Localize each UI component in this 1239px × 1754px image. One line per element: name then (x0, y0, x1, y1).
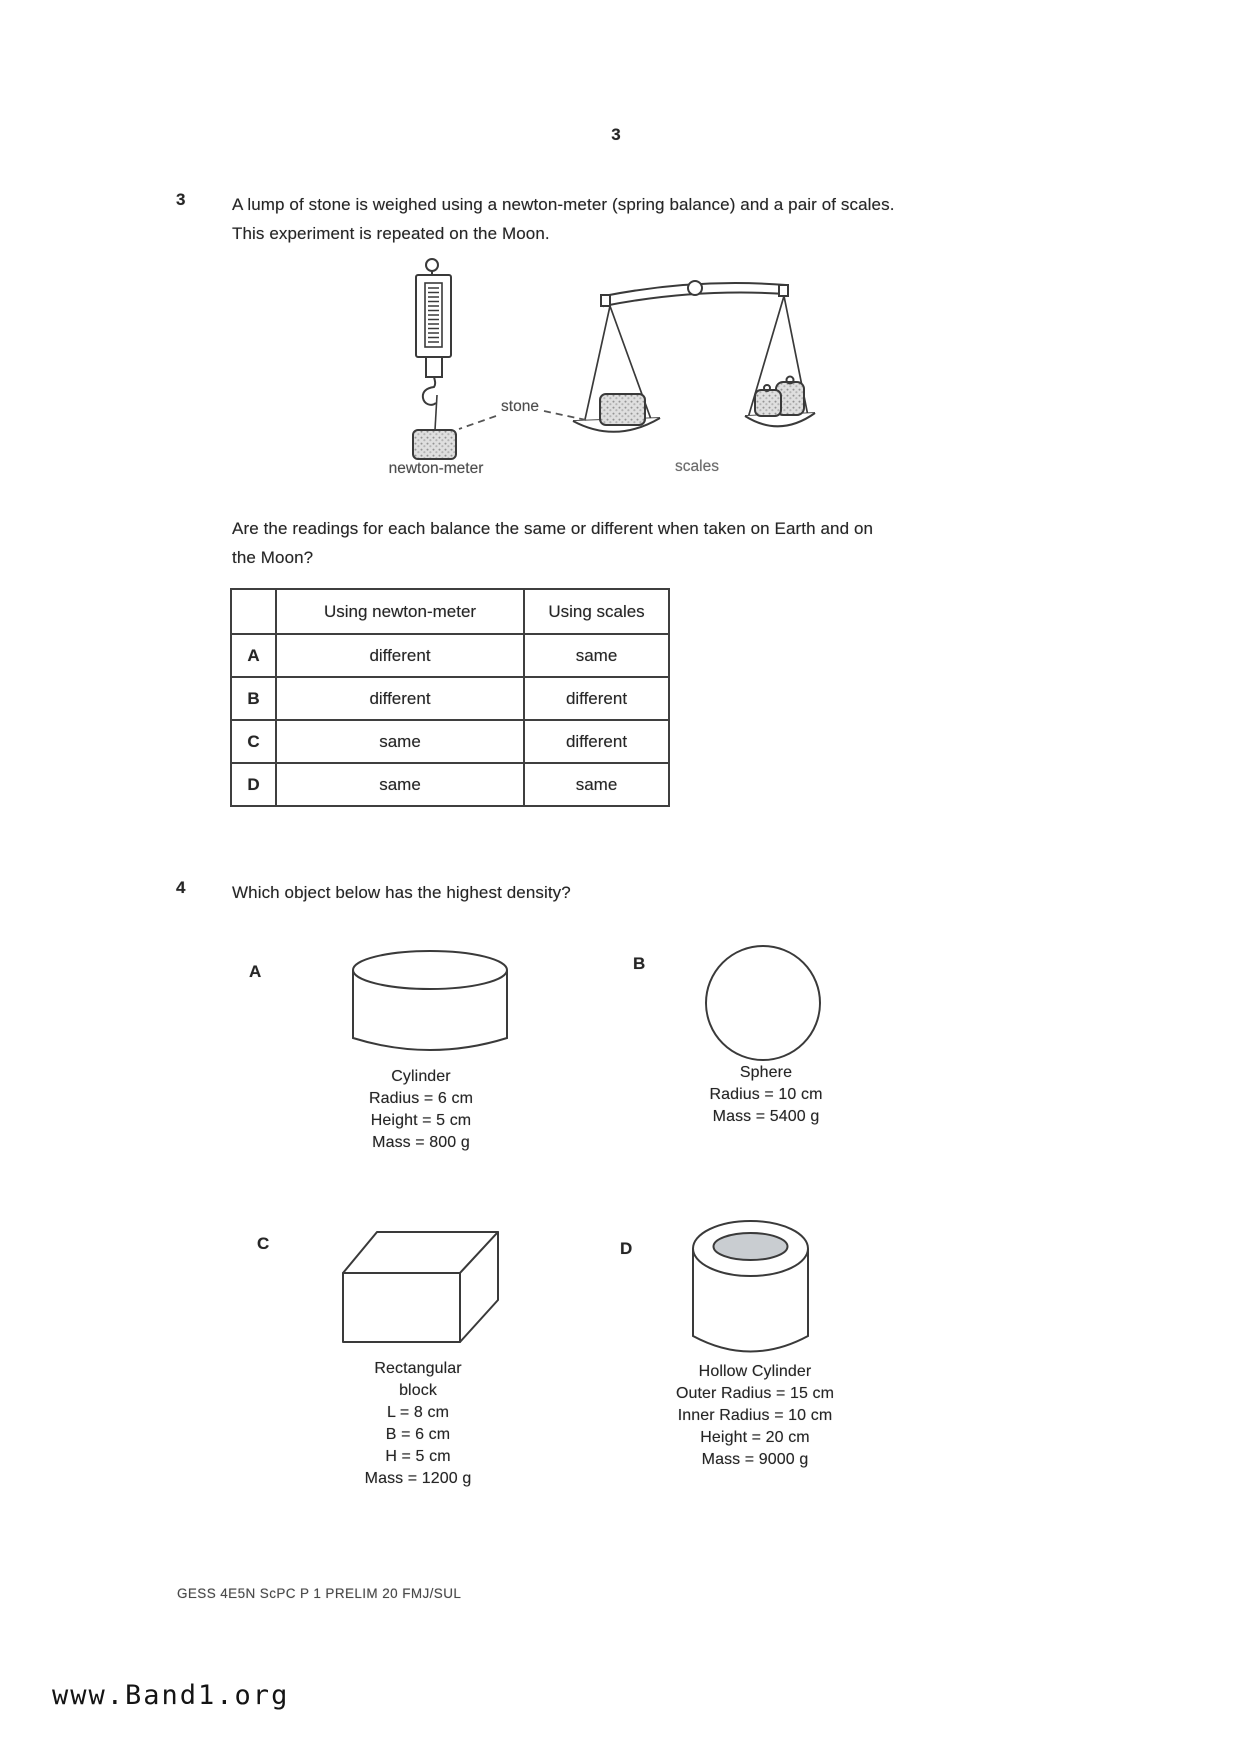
option-a-letter: A (249, 962, 262, 981)
option-b-caption (646, 1062, 886, 1128)
option-letter-cell: B (231, 677, 276, 720)
option-a-caption (301, 1066, 541, 1154)
spring-scale-neck (426, 357, 442, 377)
newton-meter-label: newton-meter (388, 460, 484, 477)
option-d-caption (635, 1361, 875, 1471)
caption-line: block (399, 1382, 437, 1399)
caption-line: Sphere (739, 1064, 793, 1081)
caption-line: Height = 20 cm (700, 1429, 810, 1446)
scales-cell: same (524, 634, 669, 677)
option-letter-cell: A (231, 634, 276, 677)
question-3-intro-line-1: A lump of stone is weighed using a newton-meter (spring balance) and a pair of scales. (232, 195, 895, 214)
caption-line: Inner Radius = 10 cm (677, 1407, 833, 1424)
table-row (231, 677, 669, 720)
caption-line: B = 6 cm (385, 1426, 451, 1443)
page-number: 3 (611, 125, 621, 144)
caption-line: Mass = 1200 g (364, 1470, 472, 1487)
table-row (231, 763, 669, 806)
caption-line: Hollow Cylinder (698, 1363, 812, 1380)
answer-table (230, 588, 670, 807)
spring-scale-body (416, 275, 451, 357)
table-header-row (231, 589, 669, 634)
spring-scale-top-ring (426, 259, 438, 271)
newton-meter-drawing (413, 259, 456, 459)
newton-meter-cell: different (276, 634, 524, 677)
question-4-text: Which object below has the highest density? (232, 883, 571, 902)
question-4-number: 4 (176, 878, 186, 897)
readings-question-line-1: Are the readings for each balance the same or different when taken on Earth and on (232, 519, 874, 538)
balance-diagram (360, 232, 830, 467)
option-c-letter: C (257, 1234, 270, 1253)
caption-line: Rectangular (374, 1360, 462, 1377)
caption-line: H = 5 cm (385, 1448, 451, 1465)
caption-line: L = 8 cm (386, 1404, 449, 1421)
readings-question-line-2: the Moon? (232, 548, 314, 567)
caption-line: Mass = 5400 g (712, 1108, 820, 1125)
beam-pivot-ring (688, 281, 702, 295)
table-header-scales: Using scales (524, 589, 669, 634)
caption-line: Mass = 9000 g (701, 1451, 809, 1468)
stone-on-newton-meter (413, 430, 456, 459)
question-3-number: 3 (176, 190, 186, 209)
table-header-newton-meter: Using newton-meter (276, 589, 524, 634)
cylinder-figure (348, 944, 513, 1062)
hollow-cylinder-inner-hole (714, 1233, 788, 1260)
scales-cell: different (524, 677, 669, 720)
stone-on-scales (600, 394, 645, 425)
scales-cell: different (524, 720, 669, 763)
caption-line: Outer Radius = 15 cm (675, 1385, 835, 1402)
option-letter-cell: C (231, 720, 276, 763)
newton-meter-cell: same (276, 763, 524, 806)
table-row (231, 720, 669, 763)
question-3-intro-line-2: This experiment is repeated on the Moon. (232, 224, 550, 243)
caption-line: Radius = 10 cm (709, 1086, 823, 1103)
hollow-cylinder-figure (685, 1212, 820, 1372)
sphere-figure (702, 942, 824, 1064)
scales-label: scales (675, 458, 719, 475)
beam-left-cap (601, 295, 610, 306)
table-header-blank (231, 589, 276, 634)
option-d-letter: D (620, 1239, 633, 1258)
stone-label: stone (501, 398, 539, 415)
hook-icon (423, 377, 436, 405)
caption-line: Cylinder (391, 1068, 451, 1085)
caption-line: Height = 5 cm (370, 1112, 472, 1129)
caption-line: Radius = 6 cm (368, 1090, 473, 1107)
watermark-url: www.Band1.org (52, 1680, 290, 1711)
rectangular-block-figure (335, 1225, 505, 1350)
newton-meter-cell: same (276, 720, 524, 763)
newton-meter-cell: different (276, 677, 524, 720)
caption-line: Mass = 800 g (372, 1134, 470, 1151)
option-letter-cell: D (231, 763, 276, 806)
beam-right-cap (779, 285, 788, 296)
footer-paper-code: GESS 4E5N ScPC P 1 PRELIM 20 FMJ/SUL (177, 1586, 462, 1601)
option-b-letter: B (633, 954, 646, 973)
table-row (231, 634, 669, 677)
option-c-caption (298, 1358, 538, 1490)
scales-cell: same (524, 763, 669, 806)
weights-on-scales (755, 377, 804, 417)
